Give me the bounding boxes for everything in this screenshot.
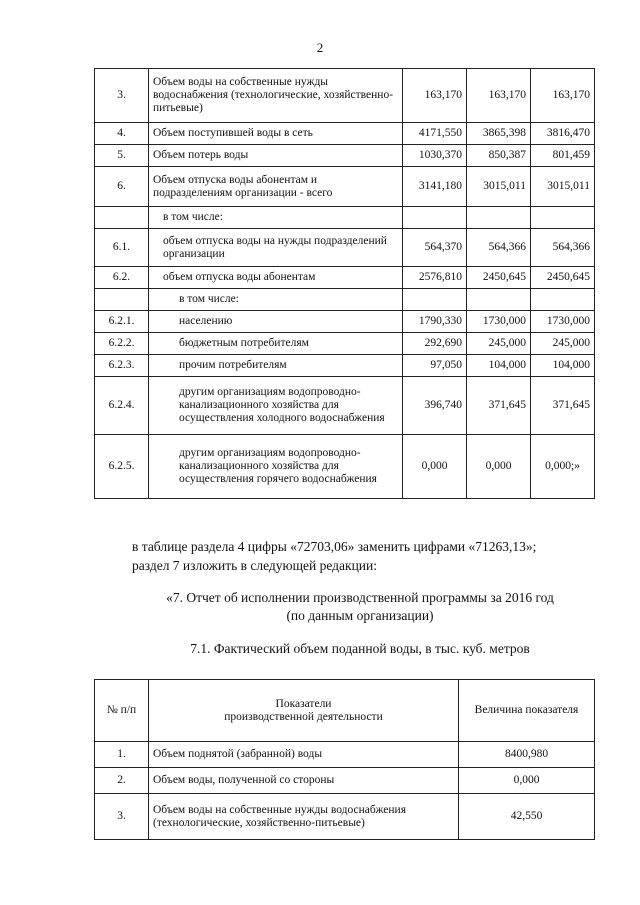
- row-value-1: 564,370: [403, 229, 467, 267]
- row-value-1: 1030,370: [403, 145, 467, 167]
- table-row: [95, 333, 595, 355]
- row-value-2: 0,000: [467, 435, 531, 499]
- row-value-2: 104,000: [467, 355, 531, 377]
- table-row: [95, 207, 595, 229]
- header-indicators-line1: Показатели: [275, 697, 332, 710]
- row-number: 3.: [95, 69, 149, 123]
- row-value-3: 2450,645: [531, 267, 595, 289]
- table-row: [95, 311, 595, 333]
- row-label: прочим потребителям: [149, 355, 403, 377]
- section-7-title: «7. Отчет об исполнении производственной программы за 2016 год: [166, 590, 554, 605]
- row-number: 4.: [95, 123, 149, 145]
- row-value-3: 163,170: [531, 69, 595, 123]
- header-indicators: [149, 680, 459, 742]
- row-value-1: [403, 289, 467, 311]
- row-value-3: 1730,000: [531, 311, 595, 333]
- row-label: другим организациям водопроводно-канализационного хозяйства для осуществления холодного водоснабжения: [149, 377, 403, 435]
- row-value-2: 1730,000: [467, 311, 531, 333]
- row-value: 0,000: [459, 768, 595, 794]
- table-header-row: [95, 680, 595, 742]
- row-value-2: [467, 207, 531, 229]
- row-value-1: [403, 207, 467, 229]
- row-value: 42,550: [459, 794, 595, 840]
- row-value-3: 801,459: [531, 145, 595, 167]
- row-value-1: 396,740: [403, 377, 467, 435]
- row-value-1: 163,170: [403, 69, 467, 123]
- row-value-2: 3015,011: [467, 167, 531, 207]
- row-number: 6.2.2.: [95, 333, 149, 355]
- table-row: [95, 69, 595, 123]
- row-value-1: 3141,180: [403, 167, 467, 207]
- row-number: 6.2.3.: [95, 355, 149, 377]
- row-label: Объем поступившей воды в сеть: [149, 123, 403, 145]
- row-label: Объем воды на собственные нужды водоснабжения (технологические, хозяйственно-питьевые): [149, 69, 403, 123]
- row-value-2: 2450,645: [467, 267, 531, 289]
- amendment-paragraph-2: раздел 7 изложить в следующей редакции:: [132, 558, 378, 573]
- row-value-2: 3865,398: [467, 123, 531, 145]
- row-label: другим организациям водопроводно-канализационного хозяйства для осуществления горячего водоснабжения: [149, 435, 403, 499]
- row-value-3: 3015,011: [531, 167, 595, 207]
- table-row: [95, 267, 595, 289]
- row-value-3: 245,000: [531, 333, 595, 355]
- row-value-2: 850,387: [467, 145, 531, 167]
- section-7-subtitle: (по данным организации): [286, 608, 434, 623]
- row-value-2: 371,645: [467, 377, 531, 435]
- table-row: [95, 123, 595, 145]
- section-7-1-title: 7.1. Фактический объем поданной воды, в тыс. куб. метров: [190, 641, 530, 656]
- row-label: объем отпуска воды на нужды подразделений организации: [149, 229, 403, 267]
- row-label: в том числе:: [149, 289, 403, 311]
- row-number: [95, 207, 149, 229]
- table-row: [95, 355, 595, 377]
- row-label: бюджетным потребителям: [149, 333, 403, 355]
- row-number: 5.: [95, 145, 149, 167]
- row-number: 6.2.5.: [95, 435, 149, 499]
- row-value-3: 104,000: [531, 355, 595, 377]
- table-row: [95, 167, 595, 207]
- row-value-3: [531, 207, 595, 229]
- row-value-1: 0,000: [403, 435, 467, 499]
- row-value-3: 3816,470: [531, 123, 595, 145]
- row-label: в том числе:: [149, 207, 403, 229]
- row-value: 8400,980: [459, 742, 595, 768]
- row-number: 6.2.: [95, 267, 149, 289]
- amendment-paragraph-1: в таблице раздела 4 цифры «72703,06» заменить цифрами «71263,13»;: [132, 539, 537, 554]
- table-row: [95, 794, 595, 840]
- table-row: [95, 742, 595, 768]
- row-value-3: [531, 289, 595, 311]
- row-number: 6.2.1.: [95, 311, 149, 333]
- row-value-3: 371,645: [531, 377, 595, 435]
- table-row: [95, 145, 595, 167]
- table-row: [95, 377, 595, 435]
- row-value-1: 1790,330: [403, 311, 467, 333]
- page-number: 2: [316, 40, 324, 55]
- actual-water-volume-table: [94, 679, 595, 840]
- row-label: Объем отпуска воды абонентам и подразделениям организации - всего: [149, 167, 403, 207]
- row-number: 3.: [95, 794, 149, 840]
- table-row: [95, 289, 595, 311]
- row-number: [95, 289, 149, 311]
- row-value-1: 2576,810: [403, 267, 467, 289]
- header-value: Величина показателя: [459, 680, 595, 742]
- row-number: 6.1.: [95, 229, 149, 267]
- row-value-2: 564,366: [467, 229, 531, 267]
- row-number: 2.: [95, 768, 149, 794]
- header-indicators-line2: производственной деятельности: [224, 710, 383, 723]
- row-value-1: 97,050: [403, 355, 467, 377]
- row-value-2: 245,000: [467, 333, 531, 355]
- row-label: Объем воды на собственные нужды водоснабжения (технологические, хозяйственно-питьевые): [149, 794, 459, 840]
- header-num: № п/п: [95, 680, 149, 742]
- row-label: Объем потерь воды: [149, 145, 403, 167]
- row-value-3: 564,366: [531, 229, 595, 267]
- row-value-1: 292,690: [403, 333, 467, 355]
- row-label: населению: [149, 311, 403, 333]
- row-number: 6.2.4.: [95, 377, 149, 435]
- table-row: [95, 435, 595, 499]
- table-row: [95, 768, 595, 794]
- row-value-2: 163,170: [467, 69, 531, 123]
- production-table-continued: [94, 68, 595, 499]
- row-label: Объем поднятой (забранной) воды: [149, 742, 459, 768]
- row-label: Объем воды, полученной со стороны: [149, 768, 459, 794]
- row-number: 6.: [95, 167, 149, 207]
- row-value-2: [467, 289, 531, 311]
- row-value-1: 4171,550: [403, 123, 467, 145]
- row-label: объем отпуска воды абонентам: [149, 267, 403, 289]
- table-row: [95, 229, 595, 267]
- row-number: 1.: [95, 742, 149, 768]
- row-value-3: 0,000;»: [531, 435, 595, 499]
